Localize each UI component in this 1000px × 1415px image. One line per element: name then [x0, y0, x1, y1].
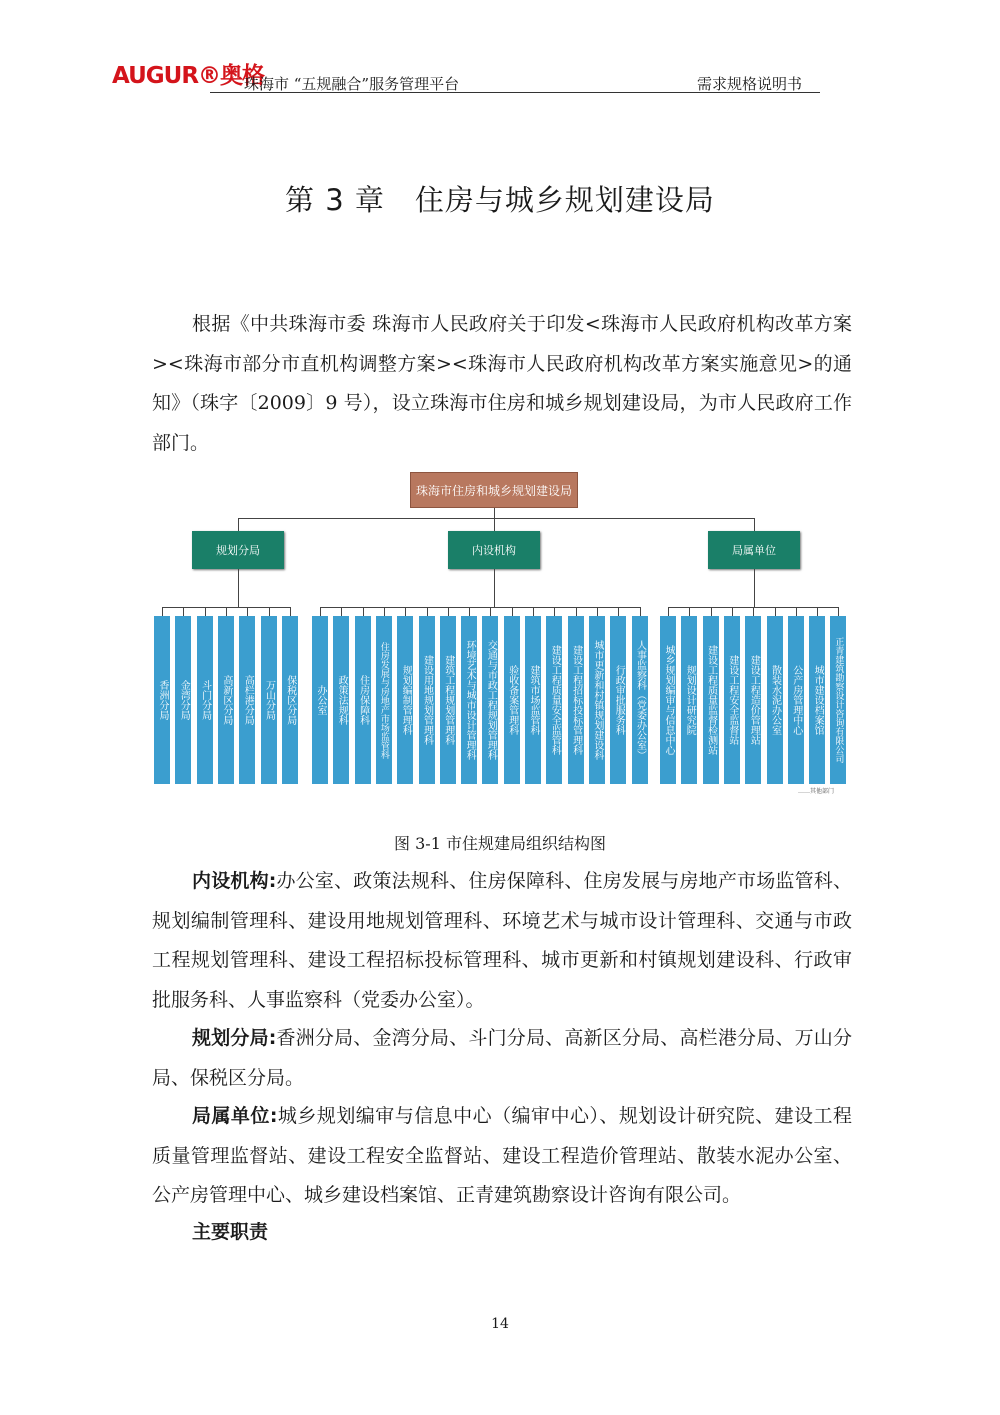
org-mid-connector [238, 518, 239, 531]
org-leaf-box: 建设工程安全监督站 [724, 616, 740, 784]
internal-departments-label: 内设机构: [192, 870, 277, 892]
org-leaf-connector [796, 607, 797, 616]
org-leaf-box: 规划设计研究院 [681, 616, 697, 784]
header-platform-title: 珠海市 “五规融合”服务管理平台 [244, 75, 460, 93]
org-leaf-connector [205, 607, 206, 616]
org-leaf-box: 高新区分局 [218, 616, 234, 784]
org-leaf-connector [753, 607, 754, 616]
org-leaf-box: 正青建筑勘察设计咨询有限公司 [830, 616, 846, 784]
planning-branches-text: 香洲分局、金湾分局、斗门分局、高新区分局、高栏港分局、万山分局、保税区分局。 [152, 1027, 852, 1089]
org-leaf-connector [405, 607, 406, 616]
org-group-down-connector [238, 569, 239, 607]
org-leaf-box: 保税区分局 [282, 616, 298, 784]
org-leaf-box: 建设用地规划管理科 [419, 616, 435, 784]
org-leaf-connector [838, 607, 839, 616]
header-doc-title: 需求规格说明书 [696, 75, 802, 93]
org-leaf-connector [597, 607, 598, 616]
chapter-title: 第 3 章 住房与城乡规划建设局 [285, 183, 715, 217]
org-mid-connector [494, 518, 495, 531]
org-leaf-box: 公产房管理中心 [788, 616, 804, 784]
affiliated-units-label: 局属单位: [192, 1105, 278, 1127]
org-leaf-connector [533, 607, 534, 616]
org-leaf-box: 高栏港分局 [239, 616, 255, 784]
org-leaf-connector [183, 607, 184, 616]
org-leaf-connector [269, 607, 270, 616]
org-leaf-box: 金湾分局 [175, 616, 191, 784]
org-leaf-connector [618, 607, 619, 616]
org-leaf-connector [448, 607, 449, 616]
org-leaf-connector [775, 607, 776, 616]
org-leaf-connector [162, 607, 163, 616]
org-leaf-bus [320, 607, 640, 608]
header-rule [210, 92, 820, 93]
org-leaf-box: 建设工程招标投标管理科 [568, 616, 584, 784]
org-leaf-box: 建设工程造价管理站 [745, 616, 761, 784]
org-mid-connector [754, 518, 755, 531]
internal-departments-paragraph [152, 862, 852, 1020]
org-leaf-box: 散装水泥办公室 [767, 616, 783, 784]
org-leaf-box: 行政审批服务科 [610, 616, 626, 784]
org-leaf-connector [226, 607, 227, 616]
org-leaf-connector [320, 607, 321, 616]
org-leaf-box: 建设工程质量安全监管科 [546, 616, 562, 784]
affiliated-units-text: 城乡规划编审与信息中心（编审中心）、规划设计研究院、建设工程质量管理监督站、建设工程安全监督站、建设工程造价管理站、散装水泥办公室、公产房管理中心、城乡建设档案馆、正青建筑勘察设计咨询有限公司。 [152, 1105, 852, 1206]
org-leaf-box: 人事监察科（党委办公室） [632, 616, 648, 784]
org-leaf-connector [341, 607, 342, 616]
org-leaf-box: 建筑市场监管科 [525, 616, 541, 784]
org-leaf-connector [576, 607, 577, 616]
internal-departments-text: 办公室、政策法规科、住房保障科、住房发展与房地产市场监管科、规划编制管理科、建设用地规划管理科、环境艺术与城市设计管理科、交通与市政工程规划管理科、建设工程招标投标管理科、城市更新和村镇规划建设科、行政审批服务科、人事监察科（党委办公室）。 [152, 870, 852, 1011]
org-leaf-connector [732, 607, 733, 616]
affiliated-units-paragraph [152, 1097, 852, 1216]
org-leaf-connector [711, 607, 712, 616]
org-chart-note: ……其他部门 [798, 788, 835, 795]
org-leaf-connector [469, 607, 470, 616]
org-leaf-connector [668, 607, 669, 616]
planning-branches-paragraph [152, 1019, 852, 1098]
org-leaf-box: 万山分局 [261, 616, 277, 784]
org-leaf-connector [512, 607, 513, 616]
org-leaf-box: 办公室 [312, 616, 328, 784]
org-leaf-connector [363, 607, 364, 616]
org-leaf-box: 住房发展与房地产市场监管科 [376, 616, 392, 784]
org-leaf-connector [290, 607, 291, 616]
org-leaf-box: 验收备案管理科 [504, 616, 520, 784]
org-leaf-box: 城市建设档案馆 [809, 616, 825, 784]
augur-logo: AUGUR®奥格 [112, 63, 265, 89]
main-duties-heading [152, 1213, 852, 1253]
org-leaf-box: 住房保障科 [355, 616, 371, 784]
org-leaf-box: 建筑工程规划管理科 [440, 616, 456, 784]
planning-branches-label: 规划分局: [192, 1027, 277, 1049]
intro-paragraph: 根据《中共珠海市委 珠海市人民政府关于印发<珠海市人民政府机构改革方案><珠海市部分市直机构调整方案><珠海市人民政府机构改革方案实施意见>的通知》（珠字〔2009〕9 号），设立珠海市住房和城乡规划建设局，为市人民政府工作部门。 [152, 313, 852, 454]
org-group-box: 内设机构 [448, 531, 540, 569]
page-header [112, 62, 820, 92]
org-leaf-box: 交通与市政工程规划管理科 [482, 616, 498, 784]
org-group-box: 局属单位 [708, 531, 800, 569]
page-number: 14 [491, 1316, 509, 1332]
org-root-connector [494, 508, 495, 518]
org-leaf-box: 规划编制管理科 [397, 616, 413, 784]
org-chart [150, 468, 850, 800]
org-leaf-connector [689, 607, 690, 616]
org-root-box: 珠海市住房和城乡规划建设局 [410, 472, 578, 508]
org-group-down-connector [494, 569, 495, 607]
org-leaf-box: 城市更新和村镇规划建设科 [589, 616, 605, 784]
org-leaf-box: 香洲分局 [154, 616, 170, 784]
org-leaf-connector [490, 607, 491, 616]
org-mid-bus [238, 518, 754, 519]
org-leaf-box: 政策法规科 [333, 616, 349, 784]
org-leaf-connector [640, 607, 641, 616]
org-leaf-connector [247, 607, 248, 616]
org-leaf-connector [817, 607, 818, 616]
org-leaf-connector [384, 607, 385, 616]
org-leaf-box: 建设工程质量监督检测站 [703, 616, 719, 784]
org-group-box: 规划分局 [192, 531, 284, 569]
org-leaf-connector [427, 607, 428, 616]
main-duties-label: 主要职责 [192, 1221, 269, 1243]
org-leaf-connector [554, 607, 555, 616]
figure-caption: 图 3-1 市住规建局组织结构图 [394, 834, 606, 853]
org-leaf-box: 城乡规划编审与信息中心 [660, 616, 676, 784]
org-group-down-connector [754, 569, 755, 607]
org-leaf-box: 斗门分局 [197, 616, 213, 784]
org-leaf-box: 环境艺术与城市设计管理科 [461, 616, 477, 784]
